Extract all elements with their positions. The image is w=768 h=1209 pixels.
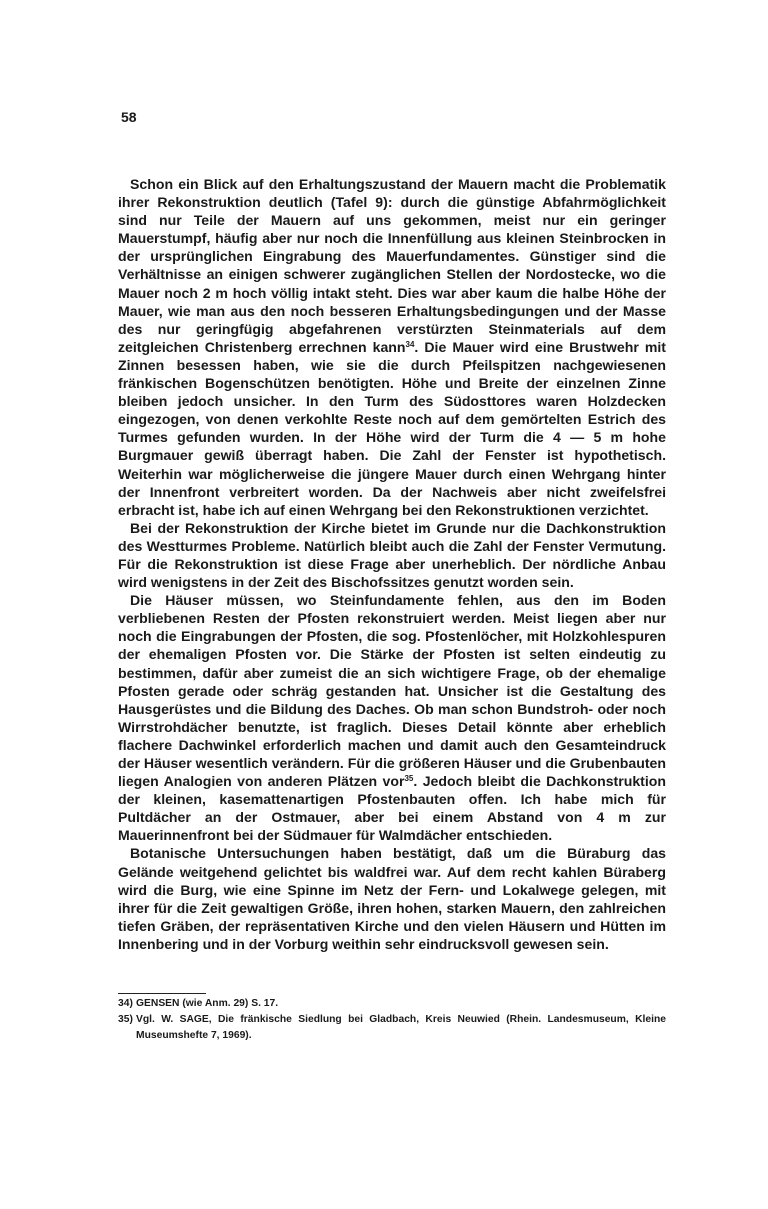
paragraph-text: Die Häuser müssen, wo Steinfundamente fehlen, aus den im Boden verbliebenen Resten der Pfosten rekonstruiert werden. Meist liegen aber nur noch die Eingrabungen der Pfosten, die sog. Pfostenlöcher, mit Holzkohlespuren der ehemaligen Pfosten vor. Die Stärke der Pfosten ist selten eindeutig zu bestimmen, dafür aber zumeist die an sich wichtigere Frage, ob der ehemalige Pfosten gerade oder schräg gestanden hat. Unsicher ist die Gestaltung des Hausgerüstes und die Bildung des Daches. Ob man schon Bundstroh- oder noch Wirrstrohdächer benutzte, ist fraglich. Dieses Detail könnte aber erheblich flachere Dachwinkel erforderlich machen und damit auch den Gesamteindruck der Häuser wesentlich verändern. Für die größeren Häuser und die Grubenbauten liegen Analogien von anderen Plätzen vor — [118, 592, 666, 790]
footnote-number: 34) — [118, 998, 133, 1009]
footnote-text: GENSEN (wie Anm. 29) S. 17. — [136, 998, 279, 1009]
footnote-number: 35) — [118, 1014, 133, 1025]
paragraph-text: Bei der Rekonstruktion der Kirche bietet im Grunde nur die Dachkonstruktion des Westturmes Probleme. Natürlich bleibt auch die Zahl der Fenster Vermutung. Für die Rekonstruktion ist diese Frage aber unerheblich. Der nördliche Anbau wird wenigstens in der Zeit des Bischofssitzes genutzt worden sein. — [118, 519, 666, 591]
footnote-34 — [118, 996, 666, 1012]
footnote-ref-34[interactable]: 34 — [405, 339, 415, 349]
footnote-35 — [118, 1012, 666, 1044]
footnotes — [118, 996, 666, 1044]
paragraph-botany — [118, 844, 666, 953]
paragraph-text: Schon ein Blick auf den Erhaltungszustand der Mauern macht die Problematik ihrer Rekonstruktion deutlich (Tafel 9): durch die günstige Abfahrmöglichkeit sind nur Teile der Mauern auf uns gekommen, meist nur ein geringer Mauerstumpf, häufig aber nur noch die Innenfüllung aus kleinen Steinbrocken in der ursprünglichen Eingrabung des Mauerfundamentes. Günstiger sind die Verhältnisse an einigen schwerer zugänglichen Stellen der Nordostecke, wo die Mauer noch 2 m hoch völlig intakt steht. Dies war aber kaum die halbe Höhe der Mauer, wie man aus den noch besseren Erhaltungsbedingungen und der Masse des nur geringfügig abgefahrenen verstürzten Steinmaterials auf dem zeitgleichen Christenberg errechnen kann — [118, 176, 666, 355]
paragraph-text: Botanische Untersuchungen haben bestätigt, daß um die Büraburg das Gelände weitgehend gelichtet bis waldfrei war. Auf dem recht kahlen Büraberg wird die Burg, wie eine Spinne im Netz der Fern- und Lokalwege gelegen, mit ihrer für die Zeit gewaltigen Größe, ihren hohen, starken Mauern, den zahlreichen tiefen Gräben, der repräsentativen Kirche und den vielen Häusern und Hütten im Innenbering und in der Vorburg weithin sehr eindrucksvoll gewesen sein. — [118, 845, 666, 952]
paragraph-text-continued: . Jedoch bleibt die Dachkonstruktion der kleinen, kasemattenartigen Pfostenbauten offen. Ich habe mich für Pultdächer an der Ostmauer, aber bei einem Abstand von 4 m zur Mauerinnenfront bei der Südmauer für Walmdächer entschieden. — [118, 773, 666, 844]
paragraph-reconstruction-walls — [118, 175, 666, 519]
footnote-divider — [118, 993, 206, 994]
body-text — [118, 175, 666, 953]
footnote-ref-35[interactable]: 35 — [404, 774, 414, 784]
paragraph-church — [118, 519, 666, 591]
paragraph-houses — [118, 591, 666, 844]
footnote-text: Vgl. W. SAGE, Die fränkische Siedlung bei Gladbach, Kreis Neuwied (Rhein. Landesmuseum, Kleine Museumshefte 7, 1969). — [136, 1014, 666, 1041]
paragraph-text-continued: . Die Mauer wird eine Brustwehr mit Zinnen besessen haben, wie sie die durch Pfeilspitzen nachgewiesenen fränkischen Bogenschützen benötigten. Höhe und Breite der einzelnen Zinne bleiben jedoch unsicher. In den Turm des Südosttores waren Holzdecken eingezogen, von denen verkohlte Reste noch auf dem gemörtelten Estrich des Turmes gefunden wurden. In der Höhe wird der Turm die 4 — 5 m hohe Burgmauer gewiß überragt haben. Die Zahl der Fenster ist hypothetisch. Weiterhin war möglicherweise die jüngere Mauer durch einen Wehrgang hinter der Innenfront verbreitert worden. Da der Nachweis aber nicht zweifelsfrei erbracht ist, habe ich auf einen Wehrgang bei den Rekonstruktionen verzichtet. — [118, 338, 666, 518]
page-number: 58 — [121, 109, 137, 125]
